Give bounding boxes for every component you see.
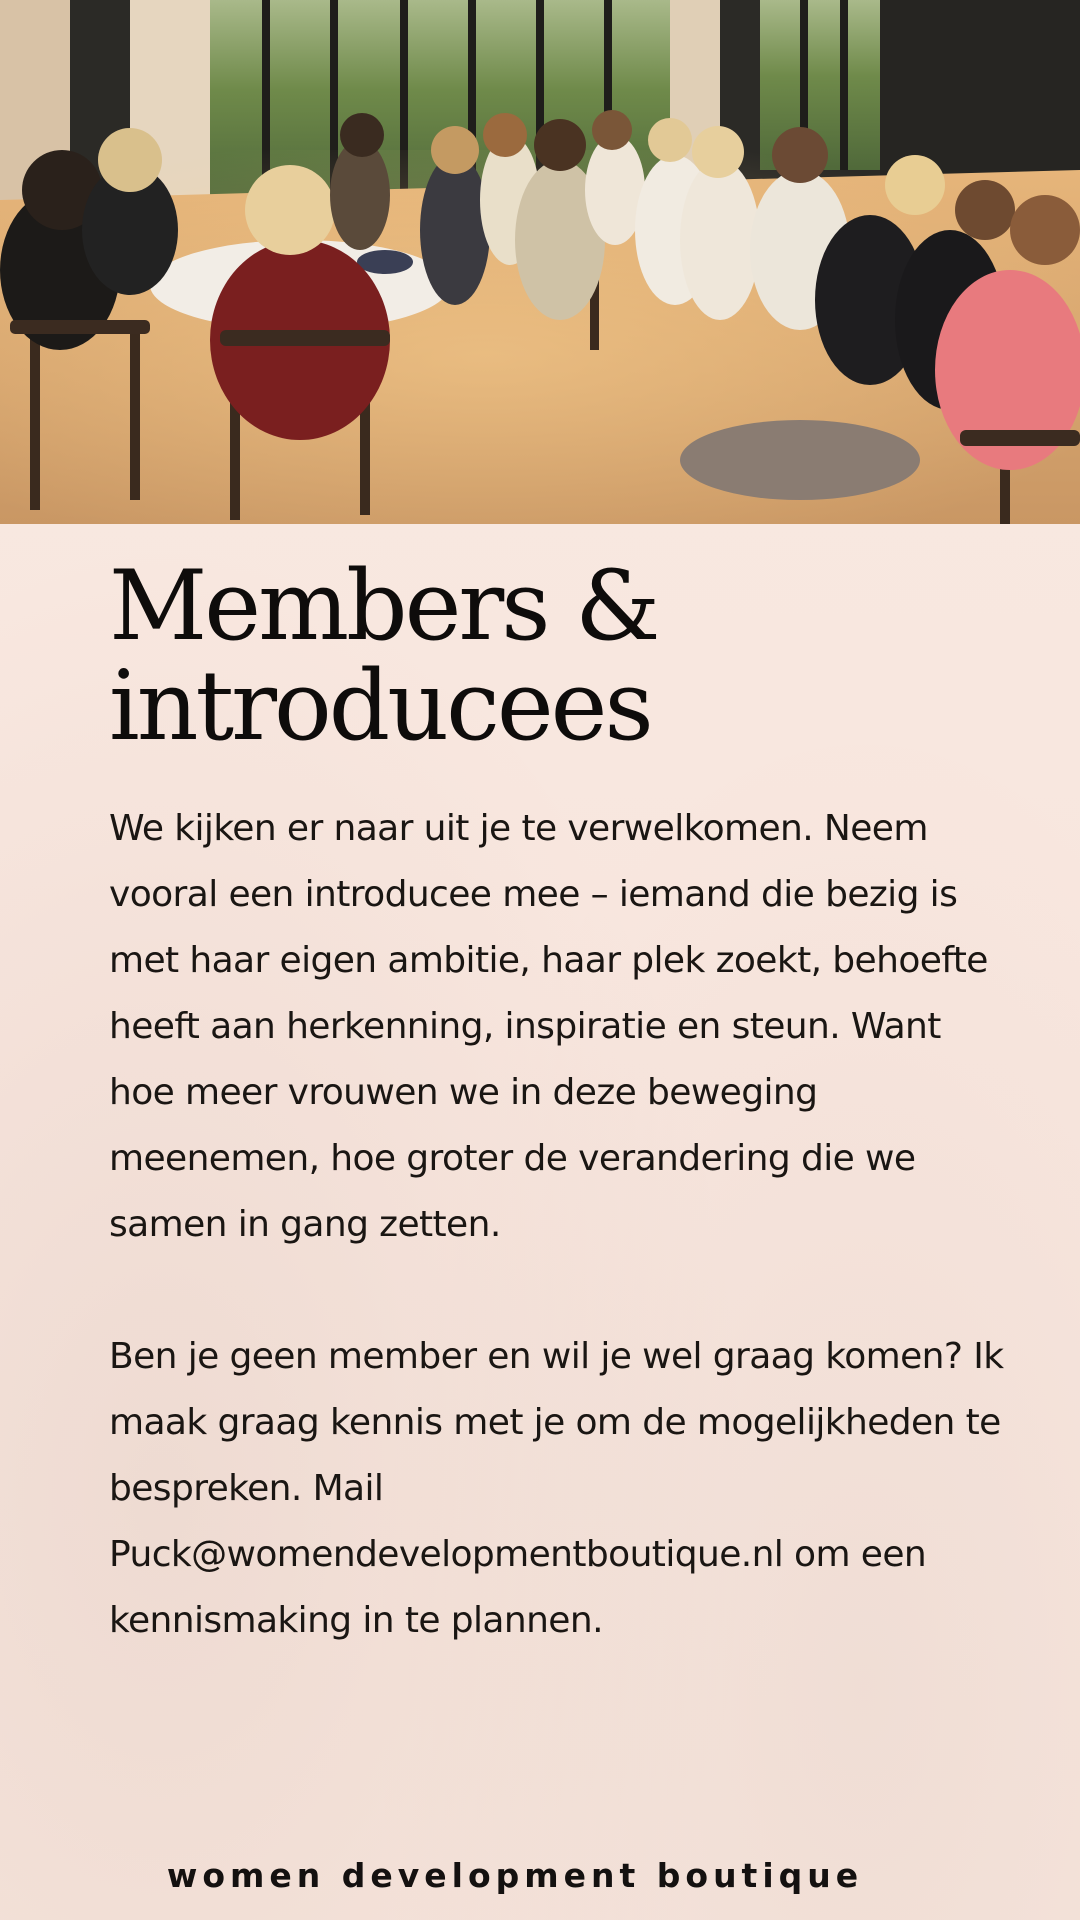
brand-logo-text: women development boutique <box>166 1856 864 1895</box>
page-title-line-1: Members & <box>109 550 658 662</box>
page-title-line-2: introducees <box>109 650 651 762</box>
hero-photo-illustration <box>0 0 1080 524</box>
intro-paragraph: We kijken er naar uit je te verwelkomen. Neem vooral een introducee mee – iemand die bezig is met haar eigen ambitie, haar plek zoekt, behoefte heeft aan herkenning, inspiratie en steun. Want hoe meer vrouwen we in deze beweging meenemen, hoe groter de verandering die we samen in gang zetten. <box>109 808 988 1245</box>
main-content <box>109 550 1029 1654</box>
hero-photo <box>0 0 1080 524</box>
page-title <box>109 550 749 762</box>
contact-paragraph: Ben je geen member en wil je wel graag komen? Ik maak graag kennis met je om de mogelijkheden te bespreken. Mail Puck@womendevelopmentboutique.nl om een kennismaking in te plannen. <box>109 1336 1004 1641</box>
